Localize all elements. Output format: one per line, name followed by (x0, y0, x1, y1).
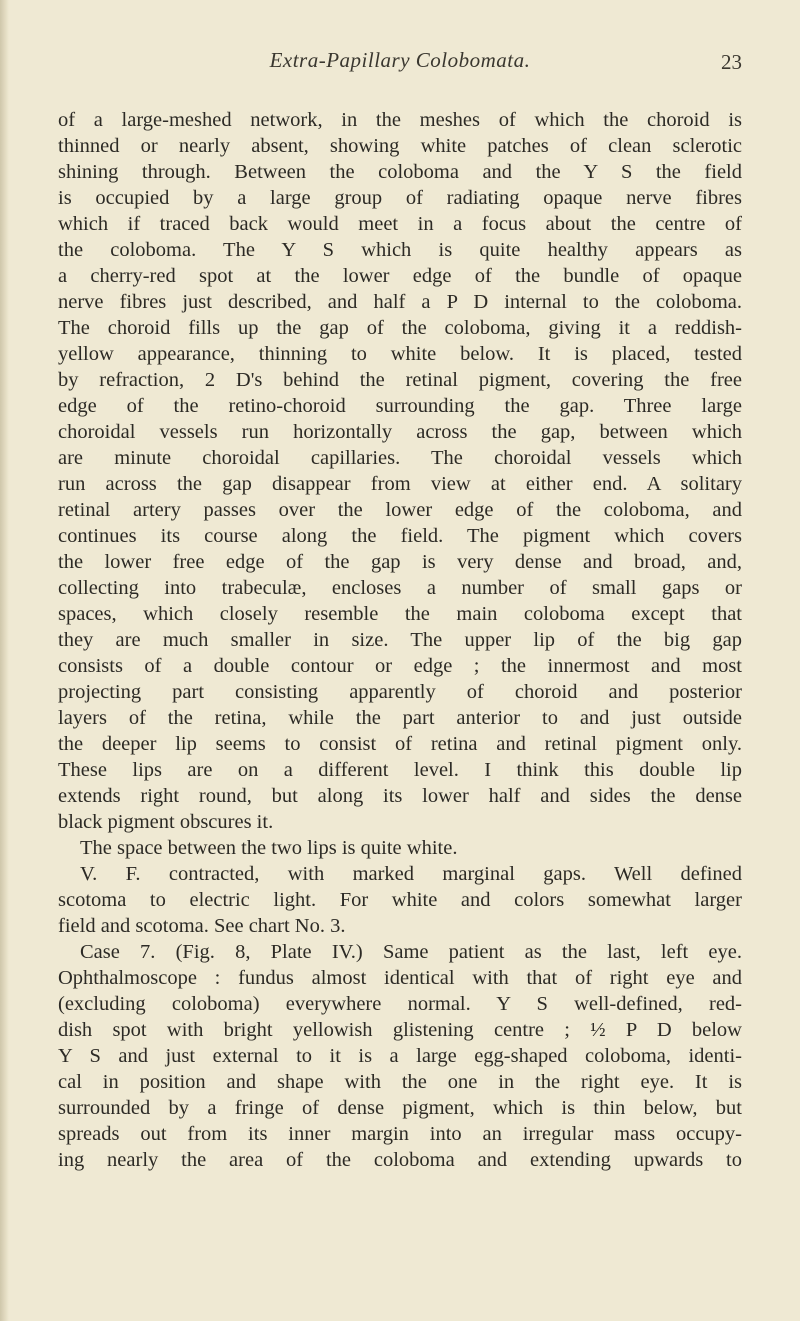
text-line: (excluding coloboma) everywhere normal. Y S well-defined, red- (58, 993, 742, 1015)
text-line: collecting into trabeculæ, encloses a number of small gaps or (58, 577, 742, 599)
body-text (58, 107, 742, 1173)
text-line: cal in position and shape with the one in the right eye. It is (58, 1071, 742, 1093)
text-line: edge of the retino-choroid surrounding the gap. Three large (58, 395, 742, 417)
text-line: by refraction, 2 D's behind the retinal pigment, covering the free (58, 369, 742, 391)
text-line: run across the gap disappear from view at either end. A solitary (58, 473, 742, 495)
text-line: The choroid fills up the gap of the coloboma, giving it a reddish- (58, 317, 742, 339)
text-line: spaces, which closely resemble the main coloboma except that (58, 603, 742, 625)
text-line: dish spot with bright yellowish glistening centre ; ½ P D below (58, 1019, 742, 1041)
text-line: which if traced back would meet in a focus about the centre of (58, 213, 742, 235)
text-line: ing nearly the area of the coloboma and extending upwards to (58, 1149, 742, 1171)
text-line: a cherry-red spot at the lower edge of the bundle of opaque (58, 265, 742, 287)
text-line: is occupied by a large group of radiating opaque nerve fibres (58, 187, 742, 209)
text-line: the coloboma. The Y S which is quite healthy appears as (58, 239, 742, 261)
text-line: layers of the retina, while the part anterior to and just outside (58, 707, 742, 729)
text-line: V. F. contracted, with marked marginal gaps. Well defined (80, 863, 742, 885)
text-line: of a large-meshed network, in the meshes of which the choroid is (58, 109, 742, 131)
text-line: continues its course along the field. The pigment which covers (58, 525, 742, 547)
text-line: spreads out from its inner margin into an irregular mass occupy- (58, 1123, 742, 1145)
text-line: retinal artery passes over the lower edge of the coloboma, and (58, 499, 742, 521)
text-line: projecting part consisting apparently of choroid and posterior (58, 681, 742, 703)
page-number: 23 (721, 50, 742, 74)
text-line: Ophthalmoscope : fundus almost identical with that of right eye and (58, 967, 742, 989)
page-edge-shadow (0, 0, 9, 1321)
text-line: choroidal vessels run horizontally across the gap, between which (58, 421, 742, 443)
text-line: Y S and just external to it is a large egg-shaped coloboma, identi- (58, 1045, 742, 1067)
text-line: The space between the two lips is quite white. (80, 837, 458, 859)
text-line: nerve fibres just described, and half a P D internal to the coloboma. (58, 291, 742, 313)
text-line: the lower free edge of the gap is very dense and broad, and, (58, 551, 742, 573)
text-line: Case 7. (Fig. 8, Plate IV.) Same patient as the last, left eye. (80, 941, 742, 963)
text-line: black pigment obscures it. (58, 811, 274, 833)
running-title: Extra-Papillary Colobomata. (269, 48, 531, 72)
text-line: field and scotoma. See chart No. 3. (58, 915, 346, 937)
text-line: are minute choroidal capillaries. The choroidal vessels which (58, 447, 742, 469)
text-line: yellow appearance, thinning to white below. It is placed, tested (58, 343, 742, 365)
text-line: thinned or nearly absent, showing white patches of clean sclerotic (58, 135, 742, 157)
text-line: the deeper lip seems to consist of retina and retinal pigment only. (58, 733, 742, 755)
text-line: shining through. Between the coloboma and the Y S the field (58, 161, 742, 183)
text-line: surrounded by a fringe of dense pigment, which is thin below, but (58, 1097, 742, 1119)
text-line: These lips are on a different level. I think this double lip (58, 759, 742, 781)
text-line: scotoma to electric light. For white and colors somewhat larger (58, 889, 742, 911)
page-header (0, 40, 800, 80)
text-line: extends right round, but along its lower half and sides the dense (58, 785, 742, 807)
text-line: consists of a double contour or edge ; the innermost and most (58, 655, 742, 677)
text-line: they are much smaller in size. The upper lip of the big gap (58, 629, 742, 651)
